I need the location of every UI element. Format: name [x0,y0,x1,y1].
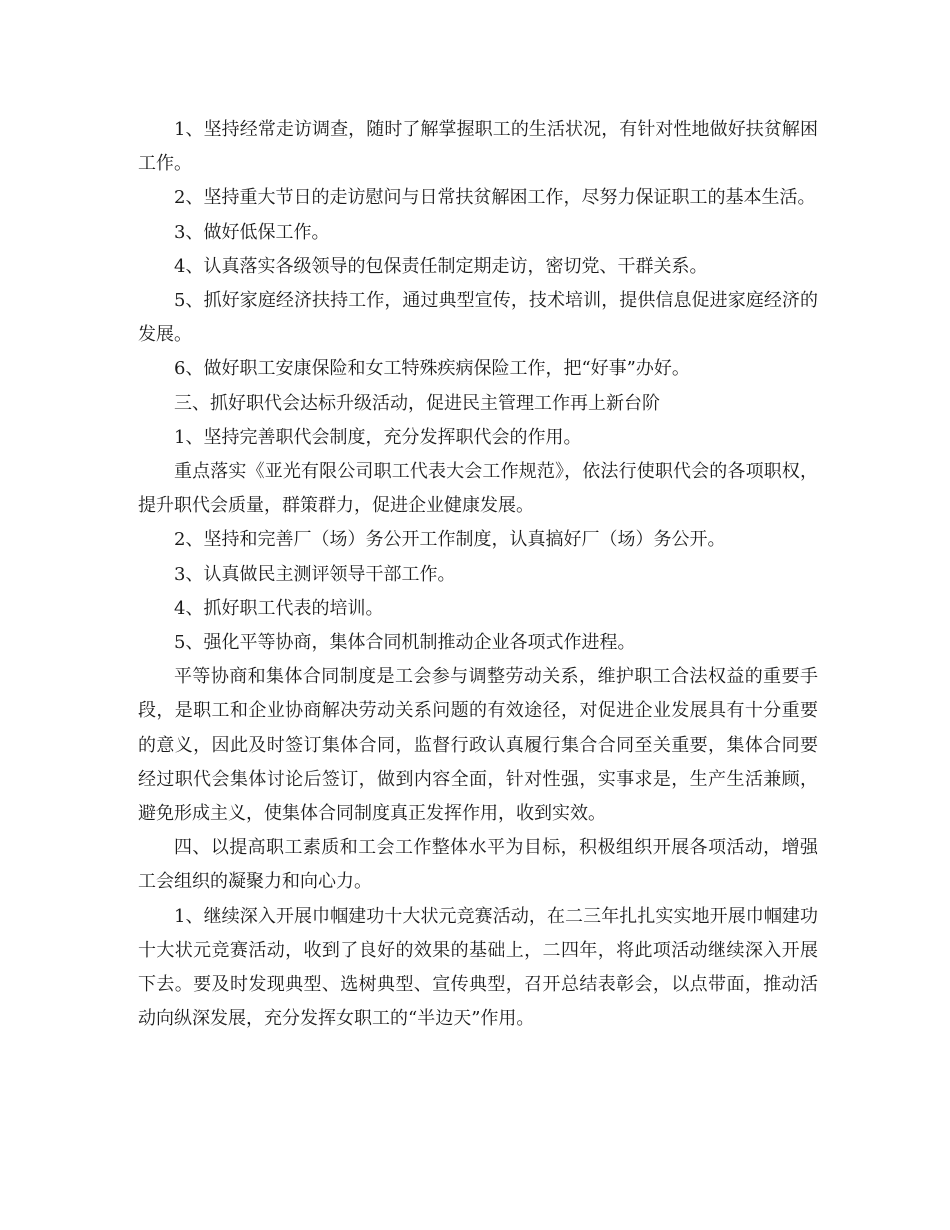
paragraph-11: 3、认真做民主测评领导干部工作。 [174,563,456,585]
paragraph-4: 4、认真落实各级领导的包保责任制定期走访，密切党、干群关系。 [174,255,708,277]
paragraph-5: 5、抓好家庭经济扶持工作，通过典型宣传，技术培训，提供信息促进家庭经济的发展。 [138,290,818,346]
paragraph-8: 1、坚持完善职代会制度，充分发挥职代会的作用。 [174,426,582,448]
paragraph-10: 2、坚持和完善厂（场）务公开工作制度，认真搞好厂（场）务公开。 [174,529,726,551]
paragraph-16: 1、继续深入开展巾帼建功十大状元竞赛活动，在二三年扎扎实实地开展巾帼建功十大状元竞赛活动，收到了良好的效果的基础上，二四年，将此项活动继续深入开展下去。要及时发现典型、选树典型、宣传典型，召开总结表彰会，以点带面，推动活动向纵深发展，充分发挥女职工的“半边天”作用。 [138,905,818,1030]
paragraph-9: 重点落实《亚光有限公司职工代表大会工作规范》，依法行使职代会的各项职权，提升职代会质量，群策群力，促进企业健康发展。 [138,461,818,517]
paragraph-1: 1、坚持经常走访调查，随时了解掌握职工的生活状况，有针对性地做好扶贫解困工作。 [138,119,818,175]
document-body [138,113,818,1036]
paragraph-12: 4、抓好职工代表的培训。 [174,597,384,619]
section-heading-4: 四、以提高职工素质和工会工作整体水平为目标，积极组织开展各项活动，增强工会组织的凝聚力和向心力。 [138,837,818,893]
paragraph-6: 6、做好职工安康保险和女工特殊疾病保险工作，把“好事”办好。 [174,358,690,380]
paragraph-2: 2、坚持重大节日的走访慰问与日常扶贫解困工作，尽努力保证职工的基本生活。 [174,187,816,209]
paragraph-14: 平等协商和集体合同制度是工会参与调整劳动关系，维护职工合法权益的重要手段，是职工和企业协商解决劳动关系问题的有效途径，对促进企业发展具有十分重要的意义，因此及时签订集体合同，监督行政认真履行集合合同至关重要，集体合同要经过职代会集体讨论后签订，做到内容全面，针对性强，实事求是，生产生活兼顾，避免形成主义，使集体合同制度真正发挥作用，收到实效。 [138,666,818,825]
paragraph-3: 3、做好低保工作。 [174,221,330,243]
paragraph-13: 5、强化平等协商，集体合同机制推动企业各项式作进程。 [174,632,636,654]
section-heading-3: 三、抓好职代会达标升级活动，促进民主管理工作再上新台阶 [174,392,660,414]
